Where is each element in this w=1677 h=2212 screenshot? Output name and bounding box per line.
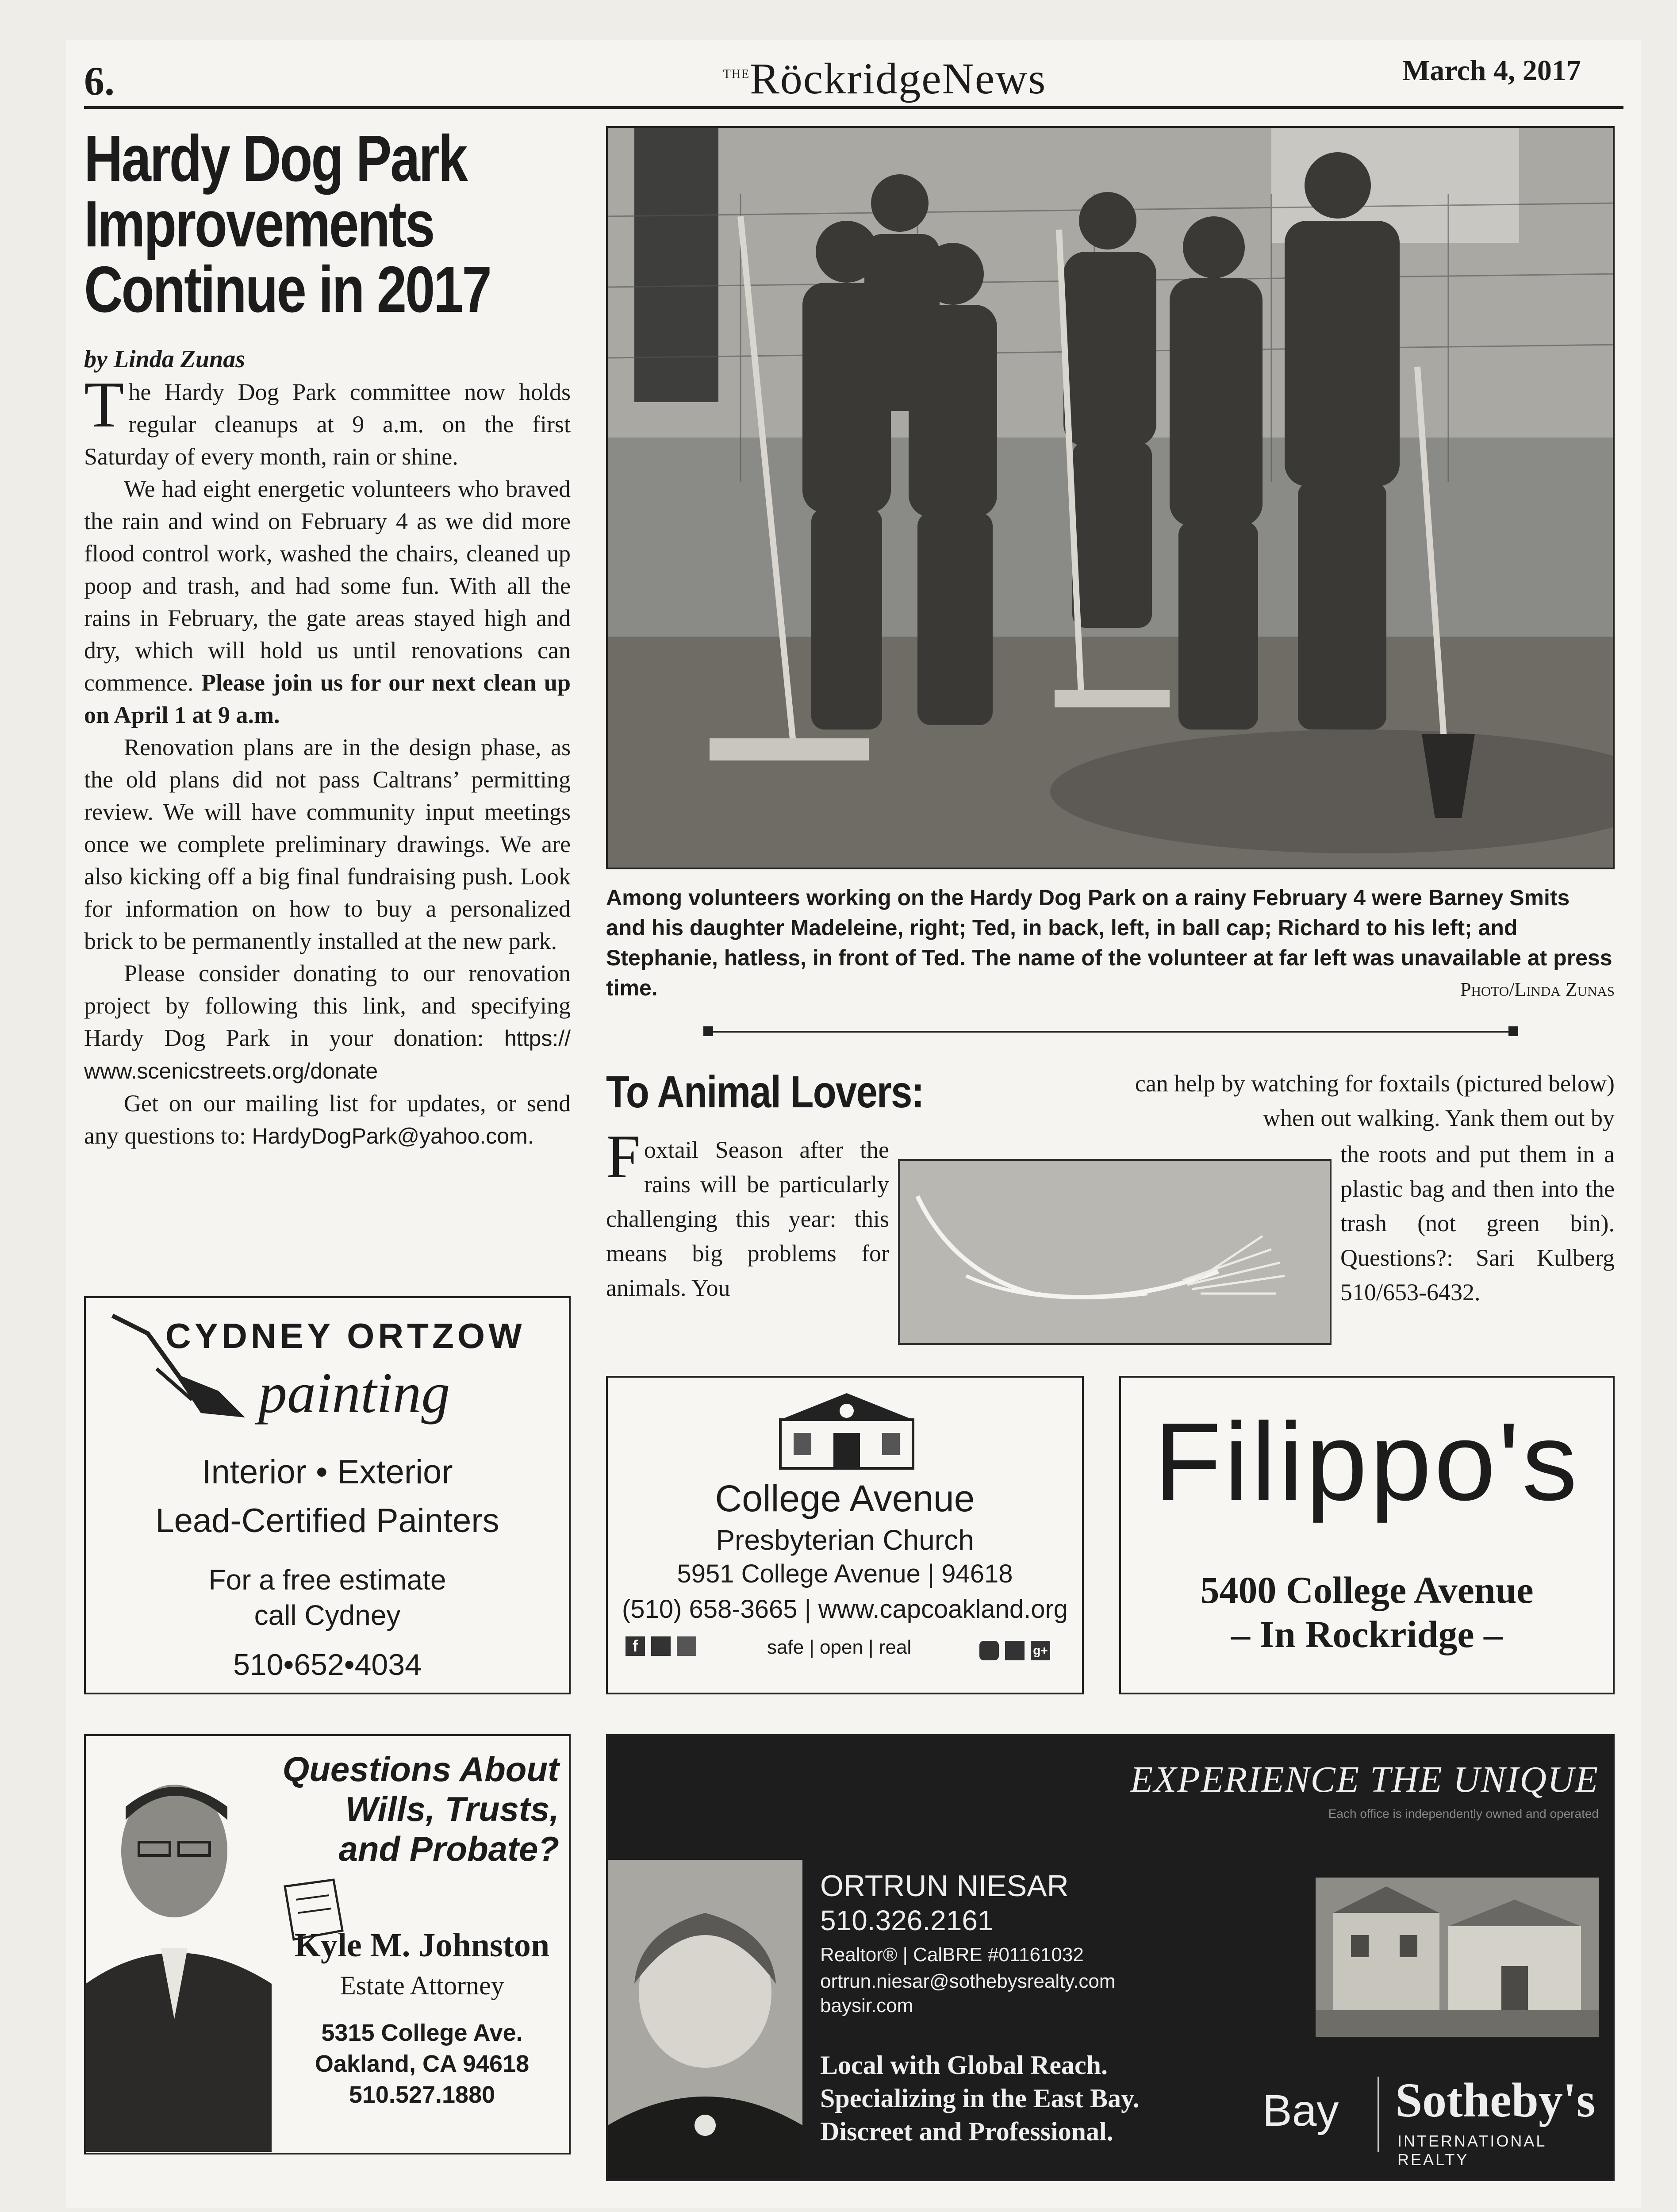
filippos-address: 5400 College Avenue: [1200, 1569, 1534, 1611]
sothebys-tagline: EXPERIENCE THE UNIQUE: [1130, 1759, 1599, 1800]
volunteers-photo: [606, 126, 1615, 869]
animal-lovers-left-text: [606, 1122, 889, 1305]
divider-dot: [1508, 1026, 1518, 1036]
animal-lovers-right-text: the roots and put them in a plastic bag and then into the trash (not green bin). Questions?: Sari Kulberg 510/653-6432.: [1340, 1141, 1615, 1306]
certification-line: Lead-Certified Painters: [155, 1502, 499, 1540]
masthead-title: RöckridgeNews: [750, 54, 1047, 103]
filippos-location: – In Rockridge –: [1231, 1613, 1503, 1655]
youtube-icon[interactable]: [677, 1636, 696, 1656]
attorney-title: Estate Attorney: [340, 1971, 504, 2000]
newspaper-page: [66, 40, 1641, 2208]
social-icons-left: [626, 1636, 696, 1656]
agent-phone: 510.326.2161: [820, 1905, 994, 1936]
agent-name: ORTRUN NIESAR: [820, 1869, 1069, 1903]
painting-illustration: [1316, 1878, 1599, 2037]
agent-license: Realtor® | CalBRE #01161032: [820, 1944, 1084, 1966]
attorney-address-1: 5315 College Ave.: [321, 2020, 523, 2046]
headline-line: Continue in 2017: [84, 253, 491, 326]
church-contact[interactable]: (510) 658-3665 | www.capcoakland.org: [622, 1595, 1068, 1624]
question-line: Wills, Trusts,: [345, 1790, 559, 1828]
attorney-phone: 510.527.1880: [349, 2081, 495, 2108]
volunteers-photo-illustration: [608, 128, 1615, 869]
paintbrush-icon: [104, 1307, 263, 1422]
article-paragraph: [84, 957, 571, 1087]
paragraph-text: We had eight energetic volunteers who braved the rain and wind on February 4 as we did more flood control work, washed the chairs, cleaned up poop and trash, and had some fun. With all the rains in February, the gate areas stayed high and dry, which will hold us until renovations can commence.: [84, 476, 571, 696]
slogan-line: Local with Global Reach.: [820, 2051, 1108, 2080]
brand-divider: [1378, 2077, 1379, 2152]
attorney-address-2: Oakland, CA 94618: [315, 2051, 530, 2077]
paragraph-text: Please consider donating to our renovation project by following this link, and specifying Hardy Dog Park in your donation:: [84, 960, 571, 1051]
article-paragraph: [84, 369, 571, 473]
kyle-johnston-ad: [84, 1734, 571, 2154]
issue-date: March 4, 2017: [1402, 54, 1581, 87]
masthead-prefix: THE: [723, 67, 750, 81]
slogan-line: Specializing in the East Bay.: [820, 2084, 1140, 2113]
cydney-name: CYDNEY ORTZOW: [165, 1316, 526, 1356]
animal-lovers-headline: To Animal Lovers:: [606, 1067, 924, 1117]
church-address: 5951 College Avenue | 94618: [677, 1559, 1013, 1588]
estimate-line: For a free estimate: [208, 1564, 446, 1596]
services-line: Interior • Exterior: [202, 1453, 453, 1491]
photo-credit: Photo/Linda Zunas: [1460, 979, 1615, 1000]
vimeo-icon[interactable]: [1005, 1641, 1025, 1660]
brand-sothebys: Sotheby's: [1395, 2073, 1596, 2127]
twitter-icon[interactable]: [651, 1636, 671, 1656]
animal-lovers-top-right-text: can help by watching for foxtails (pictured below) when out walking. Yank them out by: [1135, 1070, 1615, 1131]
slogan-line: Discreet and Professional.: [820, 2117, 1113, 2146]
photo-caption: [606, 883, 1615, 1005]
filippos-logo: Filippo's: [1154, 1400, 1580, 1523]
foxtail-illustration: [900, 1161, 1332, 1345]
article-paragraph: [84, 473, 571, 731]
legal-question: [232, 1749, 559, 1869]
church-title: College Avenue: [715, 1478, 975, 1519]
paragraph-text: Get on our mailing list for updates, or send any questions to:: [84, 1090, 571, 1149]
google-plus-icon[interactable]: g+: [1031, 1641, 1050, 1660]
section-divider: [708, 1031, 1513, 1033]
drop-cap: F: [606, 1122, 641, 1191]
article-paragraph: [84, 1087, 571, 1152]
church-building-icon: [763, 1389, 931, 1473]
foxtail-photo: [898, 1159, 1332, 1345]
article-body: [84, 369, 571, 1152]
headline-line: Hardy Dog Park: [84, 122, 467, 195]
social-icons-right: [979, 1641, 1050, 1660]
agent-email[interactable]: ortrun.niesar@sothebysrealty.com: [820, 1970, 1116, 1992]
facebook-icon[interactable]: f: [626, 1636, 645, 1656]
masthead: [686, 53, 1084, 104]
divider-dot: [703, 1026, 713, 1036]
cleanup-announcement: Please join us for our next clean up on April 1 at 9 a.m.: [84, 669, 571, 728]
church-subtitle: Presbyterian Church: [716, 1524, 974, 1556]
cydney-script-word: painting: [258, 1361, 450, 1425]
church-tagline: safe | open | real: [767, 1636, 912, 1658]
sothebys-fineprint: Each office is independently owned and operated: [1328, 1807, 1599, 1820]
instagram-icon[interactable]: [979, 1641, 999, 1660]
page-number: 6.: [84, 58, 115, 104]
paragraph-text: oxtail Season after the rains will be particularly challenging this year: this means big problems for animals. You: [606, 1137, 889, 1301]
article-headline: [84, 122, 519, 326]
paragraph-text: he Hardy Dog Park committee now holds regular cleanups at 9 a.m. on the first Saturday of every month, rain or shine.: [84, 379, 571, 470]
college-avenue-church-ad: [606, 1376, 1084, 1694]
cydney-ortzow-ad: [84, 1296, 571, 1694]
contact-email[interactable]: HardyDogPark@yahoo.com.: [252, 1124, 534, 1148]
agent-portrait: [608, 1860, 802, 2178]
question-line: Questions About: [282, 1750, 559, 1789]
call-line: call Cydney: [254, 1599, 401, 1631]
sothebys-realty-ad: [606, 1734, 1615, 2181]
caption-text: Among volunteers working on the Hardy Dog Park on a rainy February 4 were Barney Smits and his daughter Madeleine, right; Ted, in back, left, in ball cap; Richard to his left; and Stephanie, hatless, in front of Ted. The name of the volunteer at far left was unavailable at press time.: [606, 885, 1612, 1000]
brand-subtitle: INTERNATIONAL REALTY: [1397, 2132, 1547, 2169]
attorney-name: Kyle M. Johnston: [294, 1927, 550, 1964]
byline: by Linda Zunas: [84, 346, 246, 373]
question-line: and Probate?: [338, 1829, 559, 1868]
drop-cap: T: [84, 369, 124, 441]
headline-line: Improvements: [84, 188, 434, 261]
filippos-ad: [1119, 1376, 1615, 1694]
brand-bay: Bay: [1263, 2086, 1339, 2135]
header-rule: [84, 106, 1623, 109]
agent-website[interactable]: baysir.com: [820, 1995, 913, 2016]
article-paragraph: [84, 731, 571, 957]
donate-link[interactable]: https:// www.scenicstreets.org/donate: [84, 1026, 571, 1083]
paragraph-text: Renovation plans are in the design phase, as the old plans did not pass Caltrans’ permitting review. We will have community input meetings once we complete preliminary drawings. We are also kicking off a big final fundraising push. Look for information on how to buy a personalized brick to be permanently installed at the new park.: [84, 734, 571, 954]
cydney-phone: 510•652•4034: [233, 1648, 422, 1682]
